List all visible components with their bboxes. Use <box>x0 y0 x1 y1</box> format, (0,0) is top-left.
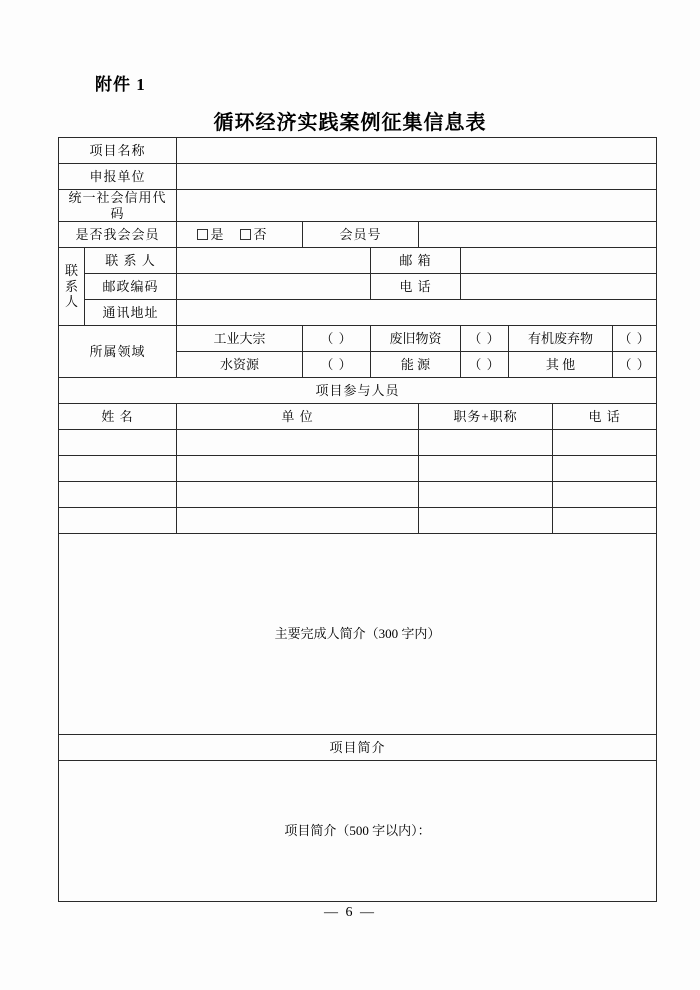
project-intro-title: 项目简介（500 字以内）： <box>284 823 431 839</box>
member-yes-label: 是 <box>210 226 224 242</box>
main-contributor-title: 主要完成人简介（300 字内） <box>274 626 441 642</box>
applicant-unit-input[interactable] <box>177 164 657 190</box>
field-mark-1[interactable]: （ ） <box>461 326 509 352</box>
table-row <box>59 482 657 508</box>
postcode-input[interactable] <box>177 274 371 300</box>
main-contributor-cell[interactable] <box>59 534 657 735</box>
checkbox-icon[interactable] <box>240 229 251 240</box>
contact-char-3: 人 <box>64 294 78 310</box>
member-choice-group[interactable] <box>177 222 303 248</box>
project-name-label: 项目名称 <box>59 138 177 164</box>
participant-unit-input[interactable] <box>177 456 419 482</box>
contact-char-1: 联 <box>64 263 78 279</box>
member-no-input[interactable] <box>419 222 657 248</box>
checkbox-icon[interactable] <box>197 229 208 240</box>
participants-header-phone: 电 话 <box>553 404 657 430</box>
field-mark-0[interactable]: （ ） <box>303 326 371 352</box>
participants-header-name: 姓 名 <box>59 404 177 430</box>
field-name-1: 废旧物资 <box>371 326 461 352</box>
participant-title-input[interactable] <box>419 508 553 534</box>
table-row <box>59 404 657 430</box>
participant-name-input[interactable] <box>59 430 177 456</box>
participant-name-input[interactable] <box>59 456 177 482</box>
credit-code-label: 统一社会信用代码 <box>59 190 177 222</box>
participant-title-input[interactable] <box>419 482 553 508</box>
table-row <box>59 222 657 248</box>
field-mark-5[interactable]: （ ） <box>613 352 657 378</box>
table-row <box>59 508 657 534</box>
participant-unit-input[interactable] <box>177 482 419 508</box>
field-name-2: 有机废弃物 <box>509 326 613 352</box>
project-name-input[interactable] <box>177 138 657 164</box>
attachment-label: 附件 1 <box>95 75 146 94</box>
field-name-3: 水资源 <box>177 352 303 378</box>
email-label: 邮 箱 <box>371 248 461 274</box>
field-mark-2[interactable]: （ ） <box>613 326 657 352</box>
field-mark-4[interactable]: （ ） <box>461 352 509 378</box>
member-no-option[interactable] <box>240 227 267 242</box>
credit-code-input[interactable] <box>177 190 657 222</box>
field-name-4: 能 源 <box>371 352 461 378</box>
is-member-label: 是否我会会员 <box>59 222 177 248</box>
page-title: 循环经济实践案例征集信息表 <box>213 112 487 134</box>
participant-phone-input[interactable] <box>553 430 657 456</box>
table-row <box>59 534 657 735</box>
field-label: 所属领域 <box>59 326 177 378</box>
contact-person-input[interactable] <box>177 248 371 274</box>
field-mark-3[interactable]: （ ） <box>303 352 371 378</box>
table-row <box>59 190 657 222</box>
participant-unit-input[interactable] <box>177 430 419 456</box>
member-yes-option[interactable] <box>197 227 224 242</box>
table-row <box>59 164 657 190</box>
participants-section-title: 项目参与人员 <box>59 378 657 404</box>
participant-phone-input[interactable] <box>553 508 657 534</box>
project-intro-section-title: 项目简介 <box>59 735 657 761</box>
participant-phone-input[interactable] <box>553 482 657 508</box>
participants-header-unit: 单 位 <box>177 404 419 430</box>
participant-unit-input[interactable] <box>177 508 419 534</box>
table-row <box>59 326 657 352</box>
member-no-label: 否 <box>253 226 267 242</box>
field-name-0: 工业大宗 <box>177 326 303 352</box>
table-row <box>59 735 657 761</box>
table-row <box>59 430 657 456</box>
project-intro-cell[interactable] <box>59 761 657 902</box>
contact-section-label <box>59 248 85 326</box>
participant-title-input[interactable] <box>419 456 553 482</box>
participant-name-input[interactable] <box>59 482 177 508</box>
postcode-label: 邮政编码 <box>85 274 177 300</box>
table-row <box>59 274 657 300</box>
table-row <box>59 138 657 164</box>
phone-label: 电 话 <box>371 274 461 300</box>
participant-title-input[interactable] <box>419 430 553 456</box>
table-row <box>59 300 657 326</box>
phone-input[interactable] <box>461 274 657 300</box>
contact-person-label: 联 系 人 <box>85 248 177 274</box>
contact-char-2: 系 <box>64 278 78 294</box>
field-name-5: 其 他 <box>509 352 613 378</box>
email-input[interactable] <box>461 248 657 274</box>
address-label: 通讯地址 <box>85 300 177 326</box>
table-row <box>59 761 657 902</box>
table-row <box>59 456 657 482</box>
participant-name-input[interactable] <box>59 508 177 534</box>
case-collection-form <box>58 137 657 902</box>
address-input[interactable] <box>177 300 657 326</box>
participant-phone-input[interactable] <box>553 456 657 482</box>
table-row <box>59 248 657 274</box>
member-no-label: 会员号 <box>303 222 419 248</box>
participants-header-title: 职务+职称 <box>419 404 553 430</box>
page-number: — 6 — <box>324 905 376 920</box>
applicant-unit-label: 申报单位 <box>59 164 177 190</box>
table-row <box>59 378 657 404</box>
